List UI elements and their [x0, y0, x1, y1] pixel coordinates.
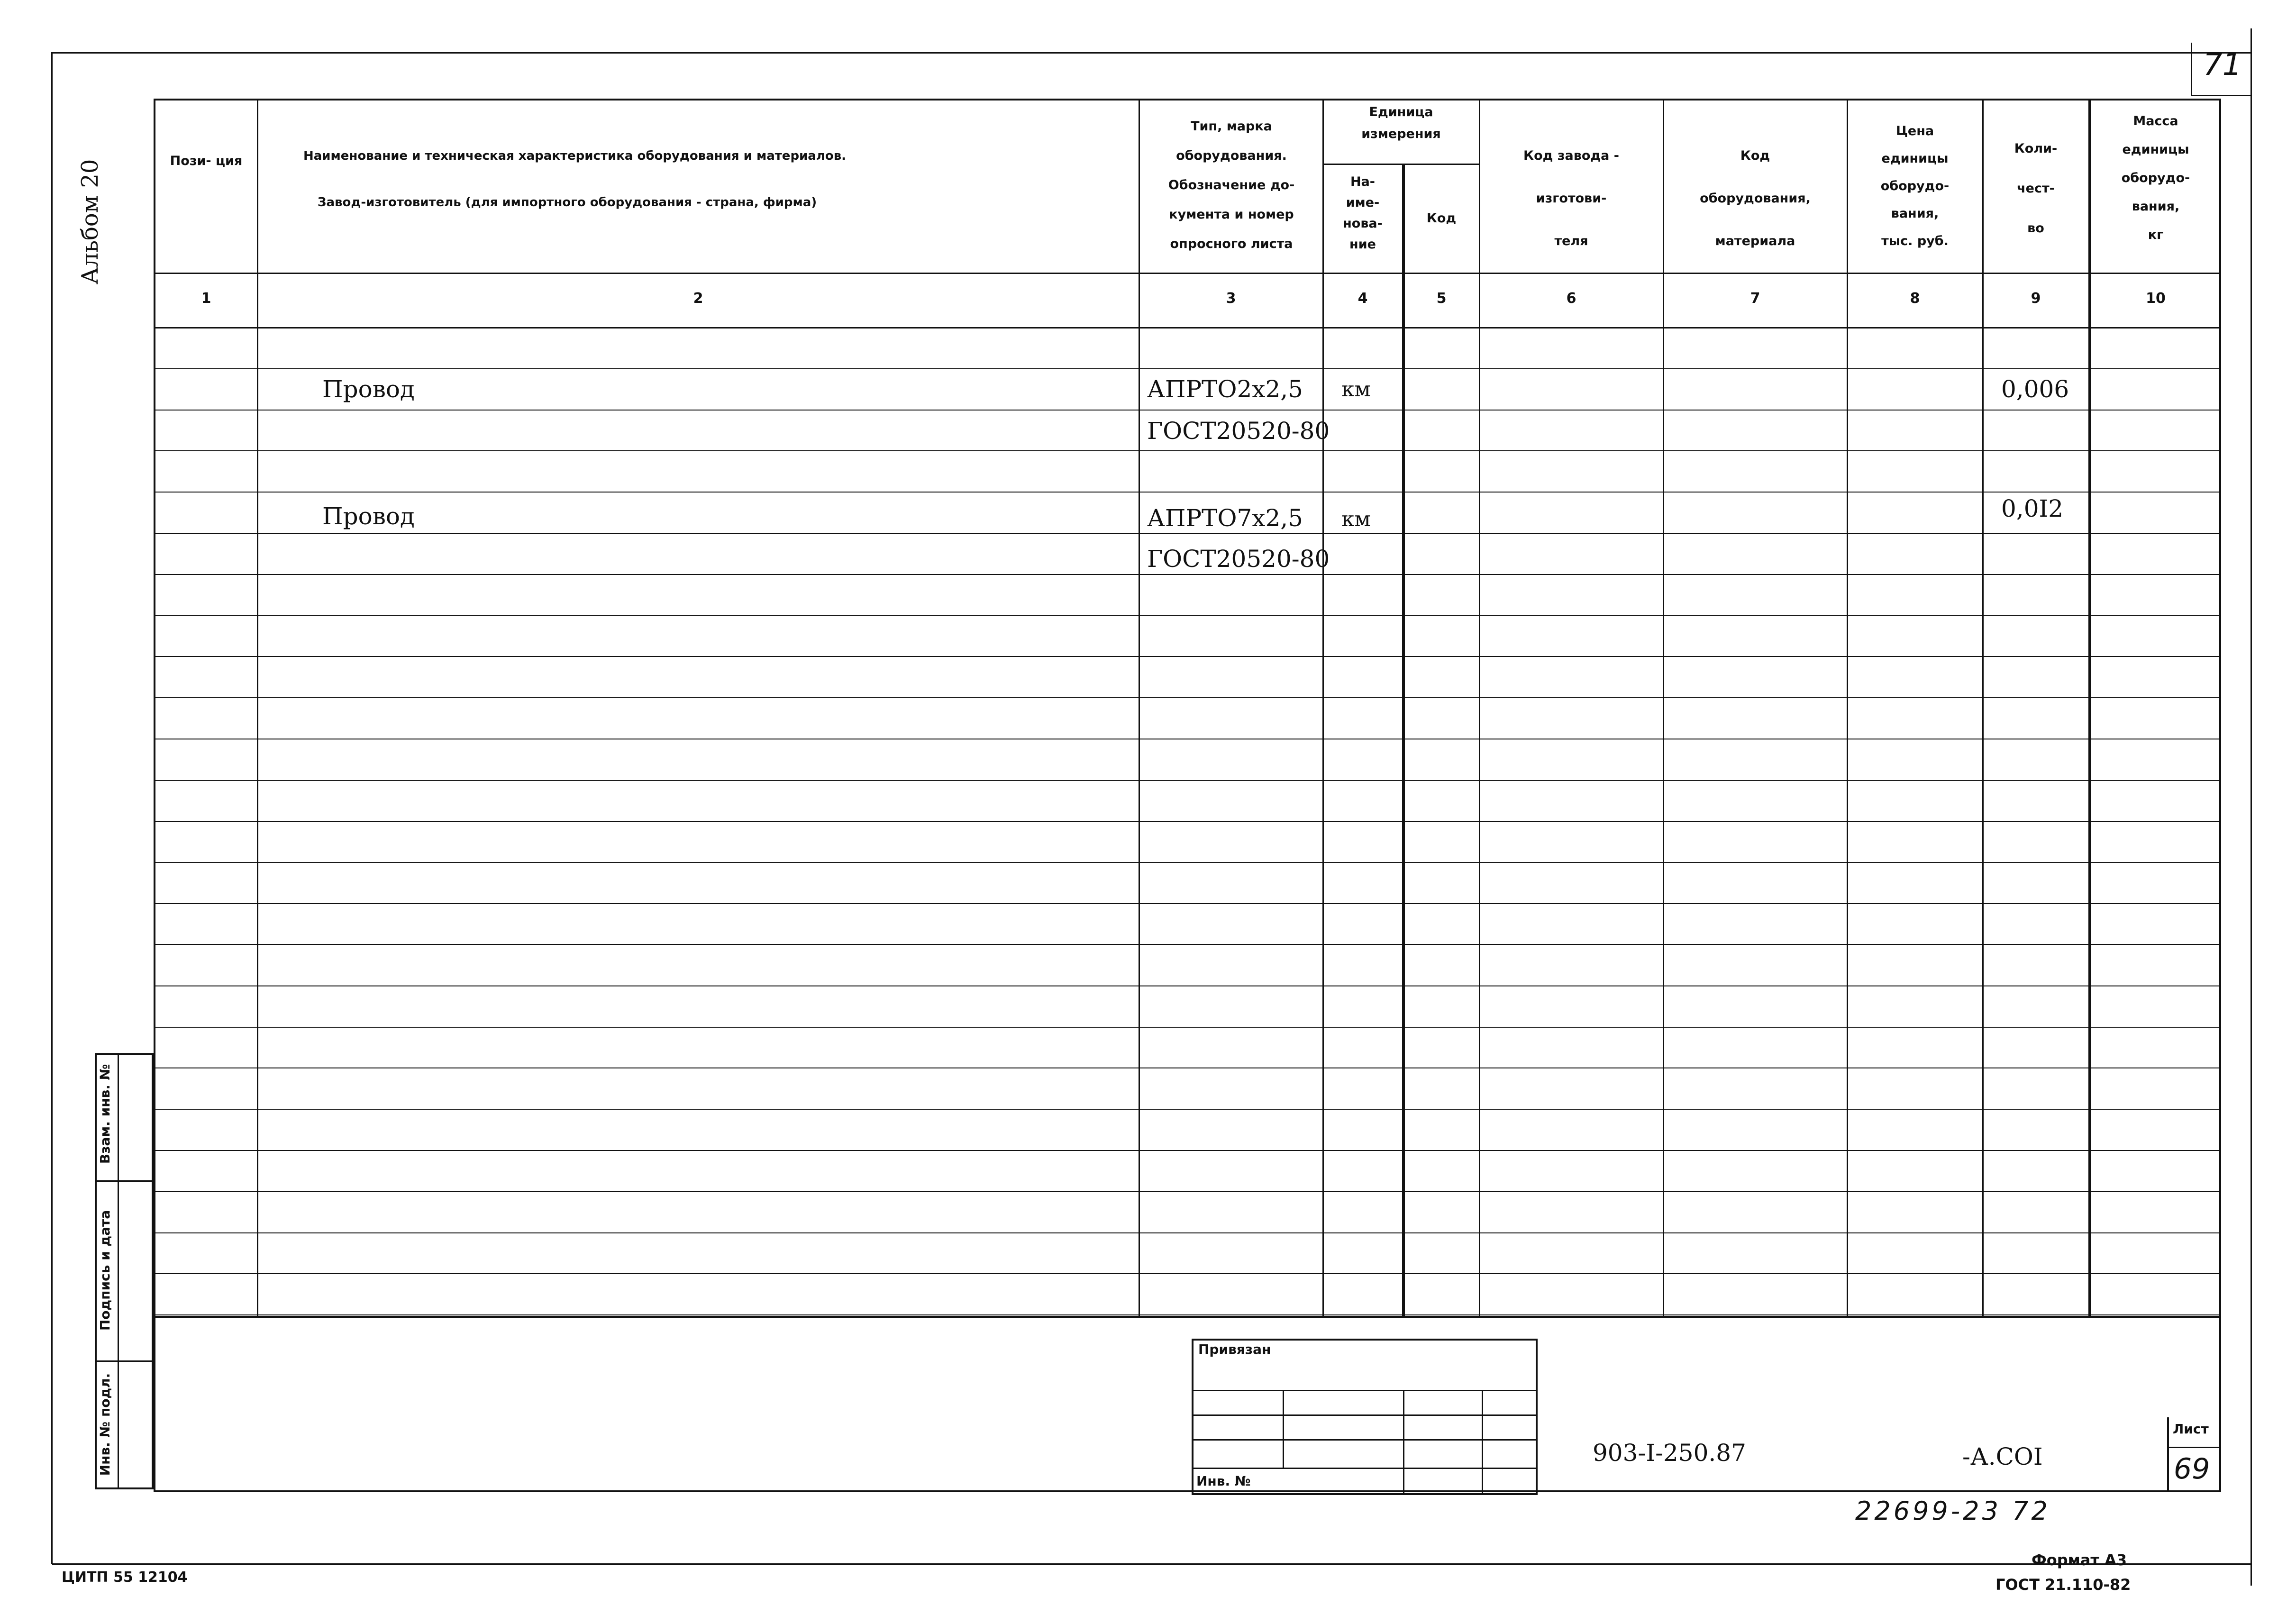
header-col5: Код: [1426, 211, 1457, 226]
table-row-line: [154, 1314, 2221, 1315]
header-col3-line: Обозначение до-: [1168, 178, 1295, 192]
sheet-number: 69: [2174, 1452, 2210, 1486]
table-row-line: [154, 1191, 2221, 1192]
bound-stamp-box: [1192, 1339, 1538, 1495]
table-row-line: [154, 1232, 2221, 1233]
header-col4-line: нова-: [1343, 216, 1383, 231]
side-stamp-inner-line: [118, 1053, 119, 1489]
table-row-line: [154, 656, 2221, 657]
album-label: Альбом 20: [77, 159, 103, 284]
spec-table-frame: [154, 99, 2221, 1492]
header-col8-line: оборудо-: [1880, 179, 1950, 193]
bottom-border-line: [52, 1563, 2251, 1565]
colnum-10: 10: [2146, 290, 2166, 307]
table-row-line: [154, 697, 2221, 698]
row3-qty: 0,0I2: [2001, 495, 2064, 522]
header-col8-line: единицы: [1881, 151, 1949, 166]
header-col3: [1141, 112, 1321, 259]
row1-qty: 0,006: [2001, 375, 2069, 403]
table-row-line: [154, 368, 2221, 369]
col-sep-9: [2088, 99, 2091, 1317]
footer-left-code: ЦИТП 55 12104: [62, 1569, 188, 1586]
table-row-line: [154, 410, 2221, 411]
header-col8: [1849, 118, 1981, 255]
header-col7: [1665, 135, 1846, 263]
header-col9-line: Коли-: [2014, 141, 2058, 156]
header-col8-line: вания,: [1891, 206, 1939, 221]
header-unit-group-line: Единица: [1369, 105, 1433, 119]
table-row-line: [154, 862, 2221, 863]
header-col8-line: тыс. руб.: [1881, 234, 1949, 248]
side-stamp-divider-2: [95, 1360, 154, 1362]
bound-grid-line-4: [1192, 1468, 1538, 1469]
col-sep-4: [1402, 164, 1405, 1317]
table-row-line: [154, 1027, 2221, 1028]
header-col7-line: оборудования,: [1700, 191, 1811, 206]
document-code-suffix: -А.СОI: [1962, 1443, 2043, 1470]
header-col10-line: Масса: [2133, 114, 2178, 128]
header-col2-line2: Завод-изготовитель (для импортного оборудования - страна, фирма): [318, 195, 817, 210]
header-col4-line: ние: [1349, 237, 1376, 252]
colnum-2: 2: [693, 290, 703, 307]
header-col6: [1481, 135, 1662, 263]
header-col2-line1: Наименование и техническая характеристика оборудования и материалов.: [303, 149, 847, 163]
row3-name: Провод: [322, 502, 415, 530]
side-stamp-signature-date: Подпись и дата: [97, 1210, 113, 1331]
side-stamp-replace-inv: Взам. инв. №: [97, 1064, 113, 1164]
row3-unit: км: [1341, 507, 1371, 531]
header-col10-line: единицы: [2122, 142, 2189, 157]
row1-name: Провод: [322, 375, 415, 403]
footer-gost: ГОСТ 21.110-82: [1995, 1576, 2131, 1594]
header-col4-line: На-: [1350, 174, 1376, 189]
col-sep-3: [1322, 99, 1324, 1317]
col-sep-7: [1847, 99, 1848, 1317]
header-col10-line: вания,: [2132, 199, 2180, 214]
header-col3-line: оборудования.: [1176, 148, 1287, 163]
document-code: 903-I-250.87: [1593, 1439, 1746, 1467]
header-col7-line: Код: [1740, 148, 1770, 163]
table-row-line: [154, 1109, 2221, 1110]
bound-label: Привязан: [1198, 1341, 1271, 1357]
table-row-line: [154, 903, 2221, 904]
header-col1: [156, 152, 256, 171]
bound-grid-line-3: [1192, 1439, 1538, 1441]
bound-grid-col-2: [1403, 1390, 1404, 1495]
sheet-label: Лист: [2173, 1421, 2209, 1437]
table-row-line: [154, 1273, 2221, 1274]
colnum-8: 8: [1910, 290, 1920, 307]
colnum-6: 6: [1566, 290, 1576, 307]
header-col9-line: во: [2027, 221, 2044, 236]
col-sep-5: [1479, 99, 1480, 1317]
table-row-line: [154, 450, 2221, 451]
left-binding-line: [51, 52, 53, 1564]
header-unit-group: [1324, 101, 1478, 145]
bound-grid-line-2: [1192, 1414, 1538, 1416]
row3-type: АПРТО7х2,5: [1147, 504, 1303, 532]
colnum-3: 3: [1226, 290, 1236, 307]
table-row-line: [154, 1067, 2221, 1068]
table-row-line: [154, 985, 2221, 986]
table-row-line: [154, 944, 2221, 945]
header-col1-text: Пози- ция: [170, 154, 243, 168]
header-col7-line: материала: [1715, 234, 1795, 248]
colnum-5: 5: [1436, 290, 1447, 307]
colnum-1: 1: [201, 290, 211, 307]
row4-type: ГОСТ20520-80: [1147, 545, 1330, 573]
colnum-bottom-line: [154, 327, 2221, 328]
header-col4: [1324, 172, 1401, 255]
footer-format: Формат А3: [2032, 1551, 2127, 1569]
header-col10: [2091, 107, 2220, 249]
header-col3-line: Тип, марка: [1191, 119, 1272, 134]
colnum-4: 4: [1358, 290, 1368, 307]
table-row-line: [154, 821, 2221, 822]
top-border-line: [52, 52, 2251, 54]
col-sep-6: [1663, 99, 1664, 1317]
sheet-box-divider: [2167, 1447, 2221, 1448]
table-row-line: [154, 1150, 2221, 1151]
corner-page-number: 71: [2203, 47, 2242, 82]
table-row-line: [154, 780, 2221, 781]
header-col3-line: опросного листа: [1170, 237, 1293, 251]
inv-label: Инв. №: [1196, 1473, 1251, 1489]
table-row-line: [154, 533, 2221, 534]
unit-subheader-line: [1322, 164, 1479, 165]
colnum-9: 9: [2031, 290, 2041, 307]
header-col3-line: кумента и номер: [1169, 207, 1294, 222]
bound-grid-col-1: [1283, 1390, 1284, 1468]
header-col6-line: теля: [1554, 234, 1588, 248]
table-row-line: [154, 574, 2221, 575]
header-col4-line: име-: [1346, 195, 1380, 210]
col-sep-2: [1139, 99, 1140, 1317]
right-border-line: [2250, 28, 2252, 1586]
table-row-line: [154, 615, 2221, 616]
header-col10-line: оборудо-: [2121, 171, 2190, 185]
col-sep-1: [257, 99, 258, 1317]
header-col10-line: кг: [2148, 228, 2164, 242]
bound-grid-line-1: [1192, 1390, 1538, 1391]
archive-code: 22699-23 72: [1855, 1496, 2050, 1526]
row2-type: ГОСТ20520-80: [1147, 417, 1330, 445]
header-col9: [1984, 129, 2087, 248]
bound-grid-col-3: [1482, 1390, 1483, 1495]
header-col8-line: Цена: [1895, 124, 1934, 138]
col-sep-8: [1982, 99, 1984, 1317]
header-col6-line: Код завода -: [1523, 148, 1619, 163]
colnum-7: 7: [1750, 290, 1760, 307]
header-unit-group-line: измерения: [1361, 127, 1441, 141]
table-row-line: [154, 492, 2221, 493]
header-col6-line: изготови-: [1536, 191, 1607, 206]
row1-type: АПРТО2х2,5: [1147, 375, 1303, 403]
side-stamp-original-inv: Инв. № подл.: [97, 1373, 113, 1476]
row1-unit: км: [1341, 377, 1371, 401]
table-body-bottom-line: [154, 1316, 2221, 1318]
header-col9-line: чест-: [2017, 181, 2055, 196]
header-bottom-line: [154, 273, 2221, 274]
